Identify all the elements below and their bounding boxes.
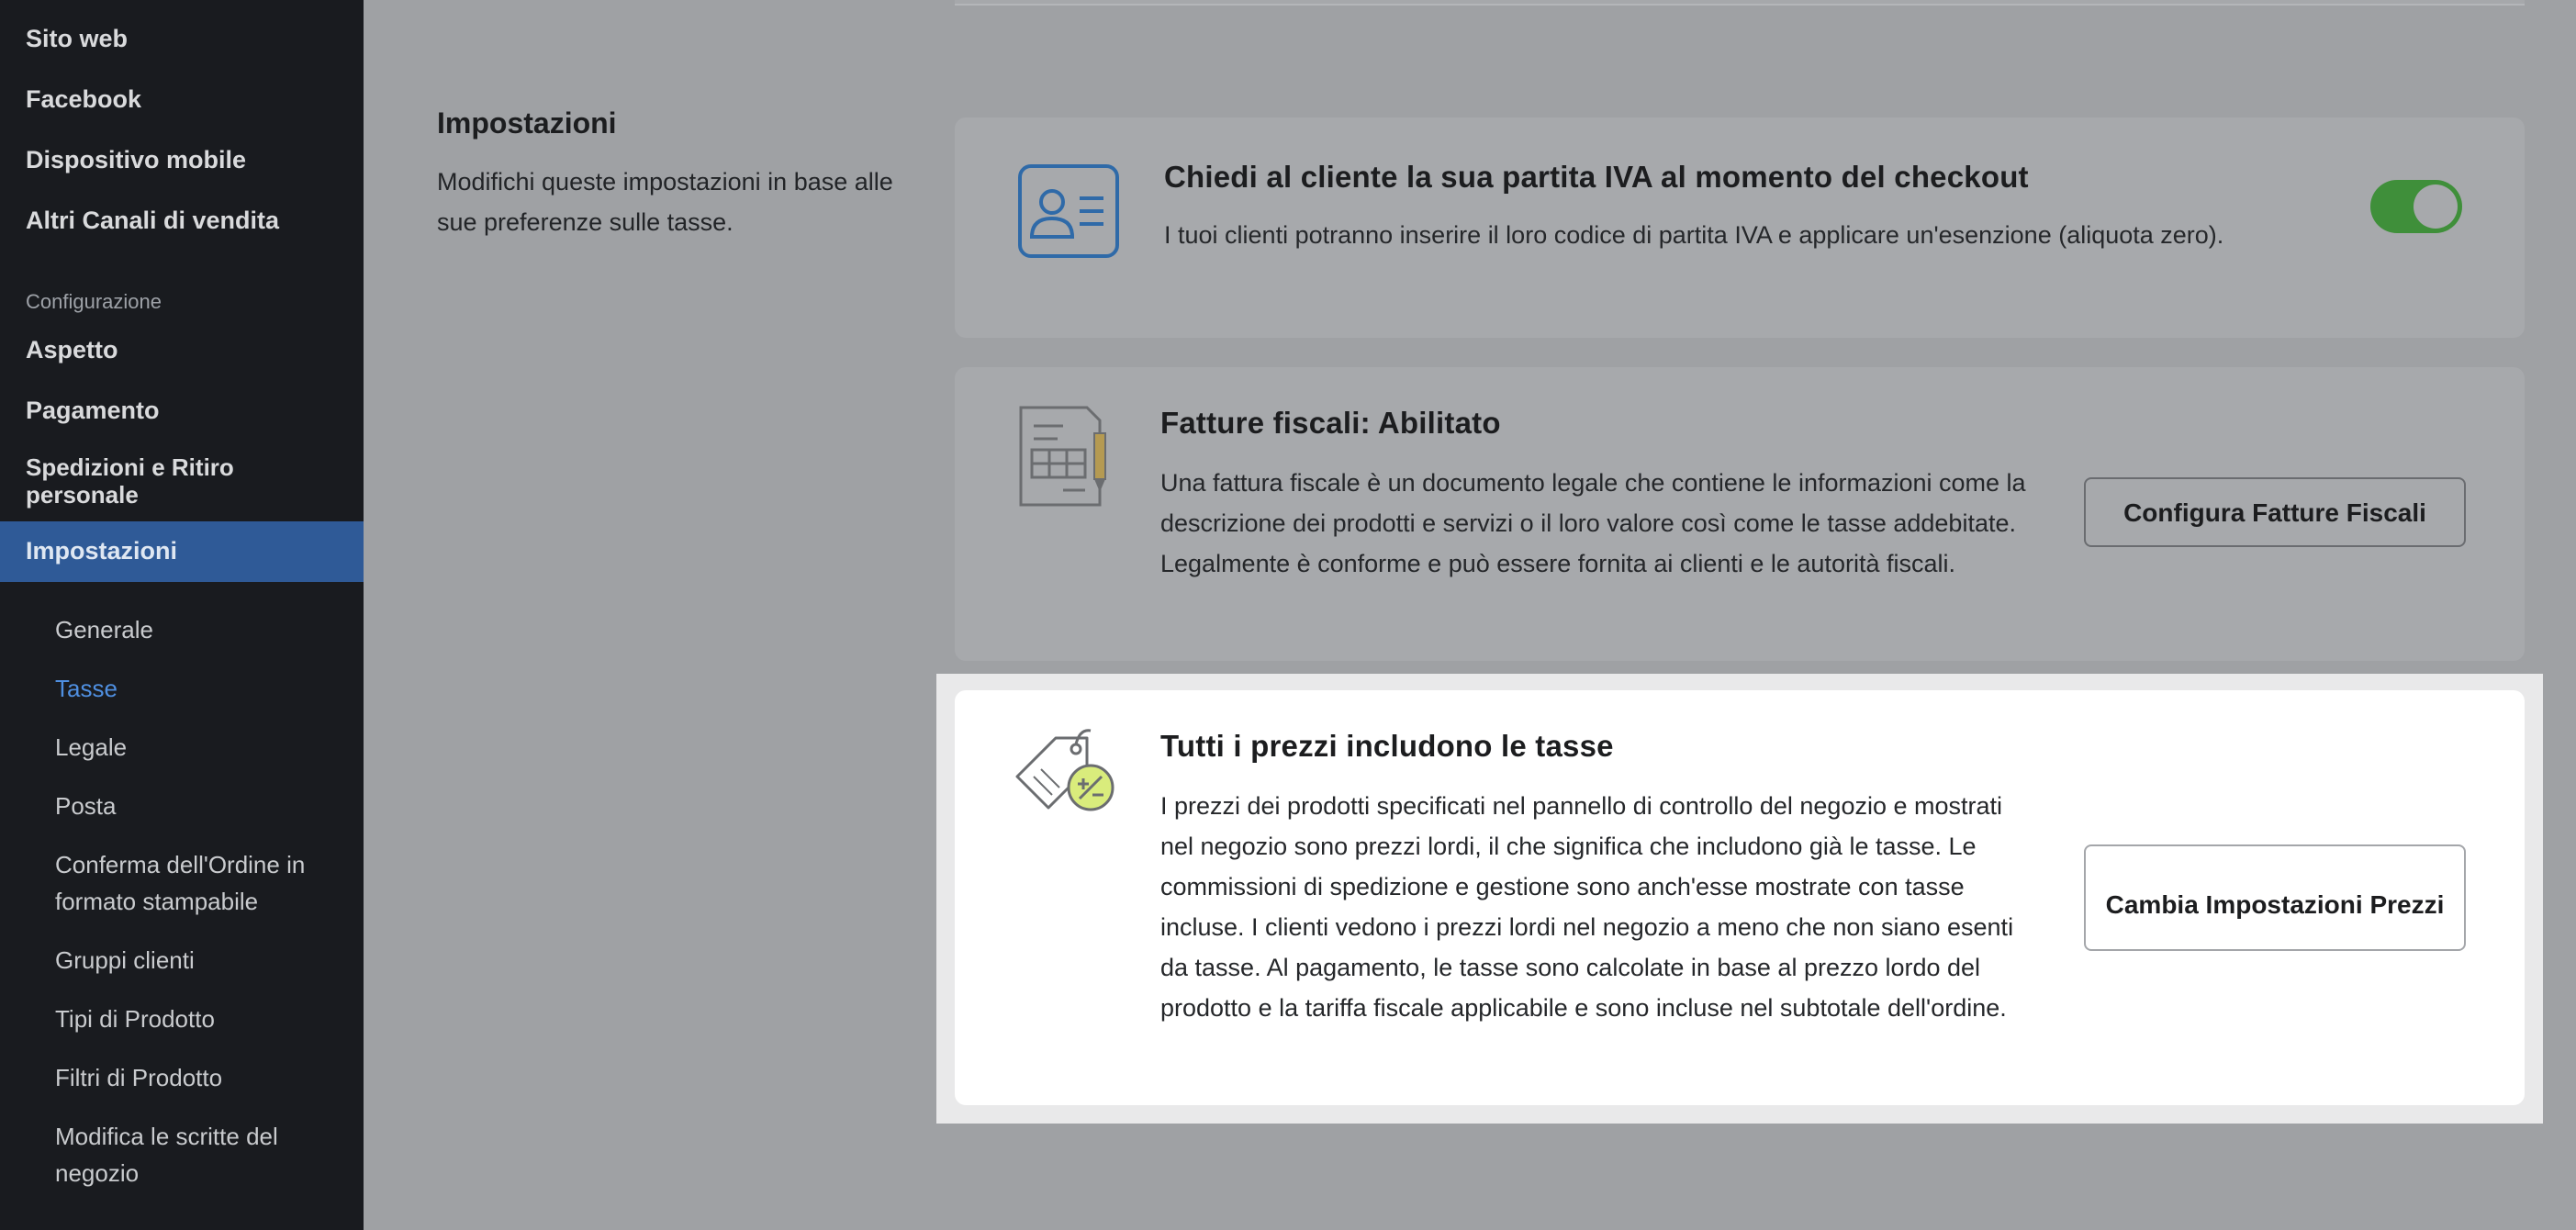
sidebar-item-altri-canali[interactable]: Altri Canali di vendita <box>26 207 280 234</box>
sidebar-sub-generale[interactable]: Generale <box>55 616 153 643</box>
section-description: Modifichi queste impostazioni in base alle sue preferenze sulle tasse. <box>437 168 893 236</box>
prices-card-text: I prezzi dei prodotti specificati nel pannello di controllo del negozio e mostrati nel negozio sono prezzi lordi, il che significa che includono già le tasse. Le commissioni di spedizione e gestione sono anch'esse mostrate con tasse incluse. I clienti vedono i prezzi lordi nel negozio a meno che non siano esenti da tasse. Al pagamento, le tasse sono calcolate in base al prezzo lordo del prodotto e la tariffa fiscale applicabile e sono incluse nel subtotale dell'ordine. <box>1160 792 2014 1022</box>
vat-toggle[interactable] <box>2370 180 2462 233</box>
sidebar-item-spedizioni[interactable]: Spedizioni e Ritiro personale <box>26 453 234 509</box>
sidebar-item-sito-web[interactable]: Sito web <box>26 25 129 52</box>
toggle-knob <box>2414 184 2458 229</box>
invoice-document-icon <box>1017 402 1113 515</box>
id-card-icon <box>1017 163 1120 263</box>
sidebar-item-aspetto[interactable]: Aspetto <box>26 336 118 363</box>
vat-card-title: Chiedi al cliente la sua partita IVA al momento del checkout <box>1164 160 2029 194</box>
sidebar-sub-legale[interactable]: Legale <box>55 733 128 761</box>
sidebar-item-facebook[interactable]: Facebook <box>26 85 142 113</box>
price-tag-tax-icon <box>1012 723 1122 823</box>
vat-card <box>955 117 2525 338</box>
sidebar-item-pagamento[interactable]: Pagamento <box>26 397 160 424</box>
sidebar <box>0 0 364 1230</box>
sidebar-sub-tipi-prodotto[interactable]: Tipi di Prodotto <box>55 1005 215 1033</box>
sidebar-sub-posta[interactable]: Posta <box>55 792 117 820</box>
vat-card-text: I tuoi clienti potranno inserire il loro codice di partita IVA e applicare un'esenzione (aliquota zero). <box>1164 221 2224 249</box>
invoices-card-text: Una fattura fiscale è un documento legale che contiene le informazioni come la descrizione dei prodotti e servizi o il loro valore così come le tasse addebitate. Legalmente è conforme e può essere fornita ai clienti e le autorità fiscali. <box>1160 469 2026 577</box>
sidebar-sub-filtri-prodotto[interactable]: Filtri di Prodotto <box>55 1064 223 1091</box>
sidebar-sub-modifica-scritte[interactable]: Modifica le scritte del negozio <box>55 1123 278 1187</box>
configure-invoices-button[interactable]: Configura Fatture Fiscali <box>2084 477 2466 547</box>
sidebar-item-dispositivo-mobile[interactable]: Dispositivo mobile <box>26 146 247 173</box>
prices-card-title: Tutti i prezzi includono le tasse <box>1160 729 1614 763</box>
sidebar-item-impostazioni-label: Impostazioni <box>26 537 178 565</box>
invoices-card-title: Fatture fiscali: Abilitato <box>1160 406 1501 440</box>
sidebar-sub-gruppi-clienti[interactable]: Gruppi clienti <box>55 946 195 974</box>
sidebar-sub-conferma-ordine[interactable]: Conferma dell'Ordine in formato stampabile <box>55 851 306 915</box>
sidebar-section-configurazione: Configurazione <box>26 290 162 313</box>
section-title: Impostazioni <box>437 106 617 140</box>
prices-card <box>955 690 2525 1105</box>
sidebar-sub-tasse[interactable]: Tasse <box>55 675 118 702</box>
invoices-card <box>955 367 2525 661</box>
sidebar-item-impostazioni[interactable] <box>0 521 364 582</box>
change-prices-settings-button[interactable]: Cambia Impostazioni Prezzi <box>2084 844 2466 951</box>
previous-card-edge <box>955 0 2525 6</box>
